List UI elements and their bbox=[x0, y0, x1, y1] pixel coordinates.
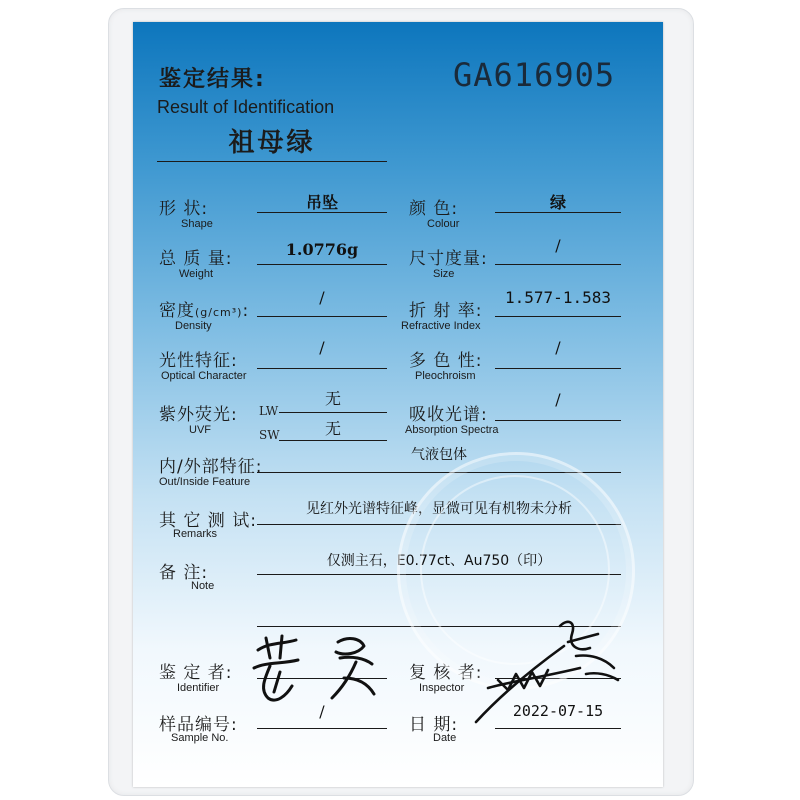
pleochroism-label: 多 色 性: bbox=[409, 351, 483, 371]
size-value: / bbox=[555, 236, 561, 255]
size-label: 尺寸度量: bbox=[409, 249, 488, 269]
density-unit: (g/cm³) bbox=[195, 306, 243, 319]
shape-underline bbox=[257, 212, 387, 213]
absorption-label-en: Absorption Spectra bbox=[405, 424, 499, 436]
result-underline bbox=[157, 161, 387, 162]
inspector-signature bbox=[468, 612, 628, 732]
absorption-value: / bbox=[555, 390, 561, 409]
optical-underline bbox=[257, 368, 387, 369]
density-label bbox=[159, 296, 249, 321]
uvf-label-en: UVF bbox=[189, 424, 211, 436]
remarks-label-en: Remarks bbox=[173, 528, 218, 540]
weight-label-en: Weight bbox=[179, 268, 214, 280]
density-value: / bbox=[319, 288, 325, 307]
colour-value: 绿 bbox=[549, 193, 566, 212]
shape-value: 吊坠 bbox=[305, 193, 338, 212]
density-underline bbox=[257, 316, 387, 317]
inside-feature-value: 气液包体 bbox=[411, 447, 467, 463]
weight-underline bbox=[257, 264, 387, 265]
title-zh: 鉴定结果: bbox=[159, 67, 266, 92]
density-label-en: Density bbox=[175, 320, 212, 332]
title-en: Result of Identification bbox=[157, 97, 335, 117]
pleochroism-value: / bbox=[555, 338, 561, 357]
uvf-lw-value: 无 bbox=[324, 389, 341, 408]
identifier-label: 鉴 定 者: bbox=[159, 663, 233, 683]
shape-label-en: Shape bbox=[181, 218, 213, 230]
size-label-en: Size bbox=[433, 268, 455, 280]
absorption-label: 吸收光谱: bbox=[409, 405, 488, 425]
colour-underline bbox=[495, 212, 621, 213]
note-label-en: Note bbox=[191, 580, 215, 592]
sample-no-value: / bbox=[319, 702, 325, 721]
uvf-sw-underline bbox=[279, 440, 387, 441]
ri-value: 1.577-1.583 bbox=[505, 288, 611, 307]
identifier-label-en: Identifier bbox=[177, 682, 220, 694]
sample-no-underline bbox=[257, 728, 387, 729]
pleochroism-underline bbox=[495, 368, 621, 369]
density-label-colon: : bbox=[242, 301, 250, 321]
size-underline bbox=[495, 264, 621, 265]
uvf-lw-underline bbox=[279, 412, 387, 413]
uvf-sw-value: 无 bbox=[324, 419, 341, 438]
uvf-sw-label: SW bbox=[259, 428, 280, 442]
note-value: 仅测主石，E0.77ct、Au750（印） bbox=[326, 553, 552, 569]
inspector-label: 复 核 者: bbox=[409, 663, 483, 683]
optical-value: / bbox=[319, 338, 325, 357]
colour-label-en: Colour bbox=[427, 218, 460, 230]
optical-label: 光性特征: bbox=[159, 351, 238, 371]
weight-label: 总 质 量: bbox=[159, 249, 233, 269]
date-label-en: Date bbox=[433, 732, 457, 744]
remarks-label: 其 它 测 试: bbox=[159, 511, 257, 531]
pleochroism-label-en: Pleochroism bbox=[415, 370, 476, 382]
certificate-number: GA616905 bbox=[453, 56, 616, 94]
identification-result: 祖母绿 bbox=[228, 128, 316, 158]
note-label: 备 注: bbox=[159, 563, 209, 583]
optical-label-en: Optical Character bbox=[161, 370, 247, 382]
remarks-value: 见红外光谱特征峰，显微可见有机物未分析 bbox=[306, 501, 572, 517]
ri-label: 折 射 率: bbox=[409, 301, 483, 321]
colour-label: 颜 色: bbox=[409, 199, 459, 219]
ri-label-en: Refractive Index bbox=[401, 320, 481, 332]
density-label-zh: 密度 bbox=[159, 301, 195, 321]
date-value: 2022-07-15 bbox=[512, 702, 604, 720]
sample-no-label: 样品编号: bbox=[159, 715, 238, 735]
ri-underline bbox=[495, 316, 621, 317]
inside-feature-label-en: Out/Inside Feature bbox=[159, 476, 251, 488]
sample-no-label-en: Sample No. bbox=[171, 732, 229, 744]
uvf-lw-label: LW bbox=[259, 404, 279, 418]
uvf-label: 紫外荧光: bbox=[159, 405, 238, 425]
date-label: 日 期: bbox=[409, 715, 459, 735]
identifier-signature bbox=[240, 628, 400, 708]
weight-value: 1.0776g bbox=[285, 240, 359, 259]
absorption-underline bbox=[495, 420, 621, 421]
inside-feature-label: 内/外部特征: bbox=[159, 457, 263, 477]
shape-label: 形 状: bbox=[159, 199, 209, 219]
inspector-label-en: Inspector bbox=[419, 682, 465, 694]
